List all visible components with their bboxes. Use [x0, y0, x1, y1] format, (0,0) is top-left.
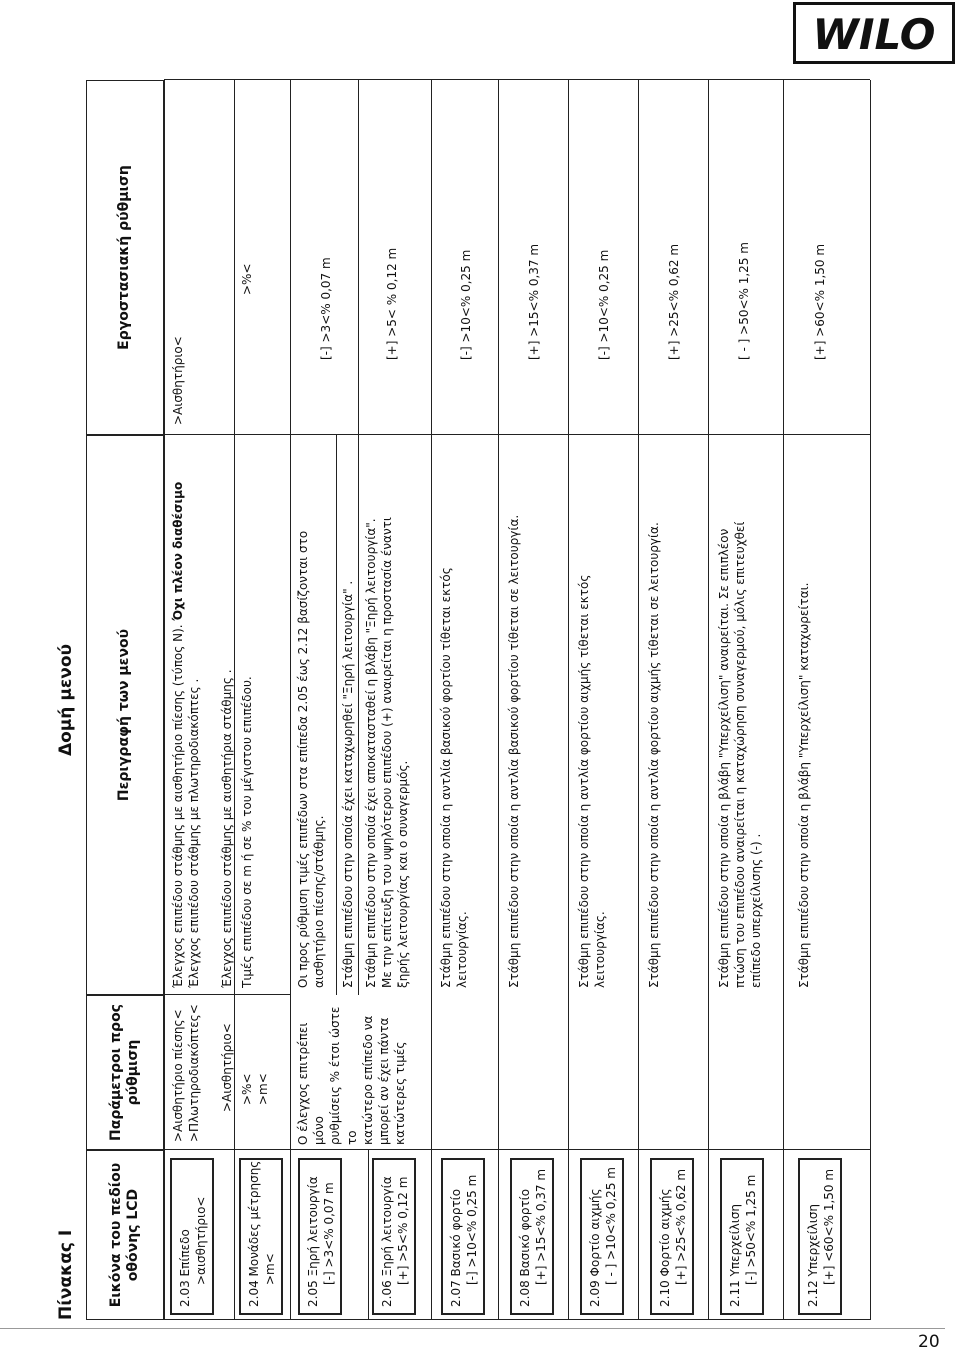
note-line: κατώτερες τιμές	[393, 1041, 408, 1145]
header-lcd: Εικόνα του πεδίου οθόνης LCD	[86, 1150, 164, 1320]
row-divider	[164, 80, 165, 1320]
lcd-display-2-07	[441, 1158, 485, 1315]
lcd-line: 2.06 Ξηρή λειτουργία	[380, 1176, 394, 1307]
lcd-line: 2.10 Φορτίο αιχμής	[658, 1188, 672, 1307]
desc-bold: Όχι πλέον διαθέσιμο	[171, 481, 185, 621]
desc-2-05: Στάθμη επιπέδου στην οποία έχει καταχωρηθεί "Ξηρή λειτουργία" .	[341, 580, 355, 988]
lcd-line: [+] <60<% 1,50 m	[822, 1168, 837, 1285]
desc-2-03	[170, 438, 235, 988]
desc-line: Στάθμη επιπέδου στην οποία η αντλία βασικού φορτίου τίθεται εκτός	[439, 567, 453, 988]
desc-line: πτώση του επιπέδου αναιρείται η καταχώρηση συναγερμού, μόλις επιτευχθεί	[733, 521, 748, 988]
group-note	[295, 995, 408, 1145]
lcd-line: [-] >3<% 0,07 m	[322, 1182, 337, 1285]
lcd-display-2-12	[798, 1158, 842, 1315]
lcd-display-2-03	[170, 1158, 214, 1315]
lcd-line: 2.09 Φορτίο αιχμής	[588, 1188, 602, 1307]
intro-line: Οι προς ρύθμιση τιμές επιπέδων στα επίπεδα 2.05 έως 2.12 βασίζονται στο	[296, 530, 310, 988]
group-intro	[295, 438, 327, 988]
row-divider	[358, 80, 359, 995]
param-line: >%<	[240, 1073, 254, 1105]
note-line: Ο έλεγχος επιτρέπει μόνο	[296, 1022, 327, 1145]
lcd-line: >m<	[263, 1253, 278, 1285]
factory-2-04: >%<	[240, 263, 254, 295]
row-divider	[498, 80, 499, 1320]
header-desc: Περιγραφή των μενού	[86, 435, 164, 995]
table-border-bottom	[870, 80, 871, 1320]
desc-2-11	[716, 438, 765, 988]
desc-line: λειτουργίας.	[455, 911, 470, 988]
lcd-line: [+] >5<% 0,12 m	[396, 1176, 411, 1285]
factory-2-07: [-] >10<% 0,25 m	[459, 249, 473, 360]
wilo-logo	[793, 2, 955, 64]
lcd-line: [+] >15<% 0,37 m	[534, 1168, 549, 1285]
lcd-display-2-05	[298, 1158, 342, 1315]
lcd-display-2-06	[372, 1158, 416, 1315]
param-line: >Αισθητήριο πίεσης<	[171, 1009, 185, 1142]
table-border-left	[164, 1319, 870, 1320]
header-params: Παράμετροι προς ρύθμιση	[86, 995, 164, 1150]
desc-line	[170, 438, 186, 988]
wilo-logo-mark	[796, 5, 952, 61]
column-separator-params	[164, 1149, 290, 1150]
params-2-03	[170, 997, 235, 1142]
table-label: Πίνακας Ι	[56, 1229, 76, 1320]
param-line	[202, 997, 218, 1142]
desc-line: επίπεδο υπερχείλισης (-) .	[749, 833, 764, 988]
lcd-line: 2.03 Επίπεδο	[178, 1229, 192, 1307]
table-title: Δομή μενού	[56, 643, 76, 757]
row-divider	[336, 435, 337, 995]
column-separator-factory	[164, 434, 870, 435]
logo-text: WILO	[812, 10, 936, 59]
row-divider	[290, 80, 291, 1320]
lcd-display-2-08	[510, 1158, 554, 1315]
desc-line: λειτουργίας.	[593, 911, 608, 988]
desc-line: Στάθμη επιπέδου στην οποία έχει αποκατασταθεί η βλάβη "Ξηρή λειτουργία".	[364, 518, 378, 988]
factory-2-11: [ - ] >50<% 1,25 m	[737, 242, 751, 360]
desc-2-06	[363, 438, 412, 988]
page-number: 20	[918, 1332, 940, 1352]
desc-line: Στάθμη επιπέδου στην οποία η βλάβη "Υπερχείλιση" αναιρείται. Σε επιπλέον	[717, 528, 731, 988]
header-factory: Εργοστασιακή ρύθμιση	[86, 80, 164, 435]
desc-2-12: Στάθμη επιπέδου στην οποία η βλάβη "Υπερχείλιση" καταχωρείται.	[797, 582, 811, 988]
row-divider	[368, 1150, 369, 1320]
lcd-display-2-09	[580, 1158, 624, 1315]
param-line: >m<	[256, 1073, 271, 1105]
factory-2-10: [+] >25<% 0,62 m	[667, 243, 681, 360]
factory-2-06: [+] >5< % 0,12 m	[385, 247, 399, 360]
lcd-line: 2.05 Ξηρή λειτουργία	[306, 1176, 320, 1307]
lcd-line: 2.11 Υπερχείλιση	[728, 1203, 742, 1307]
factory-2-03: >Αισθητήριο<	[171, 336, 185, 425]
desc-line: Με την επίτευξη του υψηλότερου επιπέδου (+) αναιρείται η προστασία έναντι	[380, 517, 395, 988]
desc-2-08: Στάθμη επιπέδου στην οποία η αντλία βασικού φορτίου τίθεται σε λειτουργία.	[507, 514, 521, 988]
lcd-line: >αισθητήριο<	[194, 1196, 209, 1285]
row-divider	[234, 80, 235, 1320]
rotated-page	[46, 80, 906, 1320]
params-2-04	[239, 1005, 271, 1105]
row-divider	[638, 80, 639, 1320]
lcd-line: 2.07 Βασικό φορτίο	[449, 1188, 463, 1307]
factory-2-12: [+] >60<% 1,50 m	[813, 243, 827, 360]
param-line: >Αισθητήριο<	[219, 1023, 234, 1112]
footer-rule	[0, 1328, 945, 1329]
title-bar	[46, 80, 86, 1320]
factory-2-08: [+] >15<% 0,37 m	[527, 243, 541, 360]
lcd-line: [ - ] >10<% 0,25 m	[604, 1167, 619, 1285]
note-line: ρυθμίσεις % έτσι ώστε το	[328, 1006, 359, 1145]
lcd-display-2-04	[239, 1158, 283, 1315]
param-line: >Πλωτηροδιακόπτες<	[187, 1004, 202, 1142]
row-divider	[431, 80, 432, 1320]
lcd-line: 2.12 Υπερχείλιση	[806, 1203, 820, 1307]
desc-line: Έλεγχος επιπέδου στάθμης με πλωτηροδιακόπτες .	[187, 678, 202, 988]
factory-2-05: [-] >3<% 0,07 m	[319, 257, 333, 360]
desc-2-10: Στάθμη επιπέδου στην οποία η αντλία φορτίου αιχμής τίθεται σε λειτουργία.	[647, 522, 661, 988]
menu-structure-table	[86, 80, 886, 1320]
row-divider	[708, 80, 709, 1320]
lcd-line: [+] >25<% 0,62 m	[674, 1168, 689, 1285]
desc-2-07	[438, 438, 470, 988]
lcd-line: [-] >50<% 1,25 m	[744, 1174, 759, 1285]
desc-line: Στάθμη επιπέδου στην οποία η αντλία φορτίου αιχμής τίθεται εκτός	[577, 574, 591, 988]
lcd-display-2-10	[650, 1158, 694, 1315]
note-line: μπορεί αν έχει πάντα	[376, 1017, 391, 1145]
table-border-right	[164, 79, 870, 80]
note-line: κατώτερο επίπεδο να	[360, 1015, 375, 1145]
row-divider	[783, 80, 784, 1320]
lcd-line: 2.04 Μονάδες μέτρησης	[247, 1160, 261, 1307]
desc-line: Έλεγχος επιπέδου στάθμης με αισθητήρια στάθμης .	[219, 669, 234, 988]
intro-line: αισθητήριο πίεσης/στάθμης.	[312, 815, 327, 988]
desc-2-04: Τιμές επιπέδου σε m ή σε % του μέγιστου επιπέδου.	[240, 676, 254, 988]
lcd-line: 2.08 Βασικό φορτίο	[518, 1188, 532, 1307]
column-separator-desc	[164, 994, 290, 995]
factory-2-09: [-] >10<% 0,25 m	[597, 249, 611, 360]
lcd-line: [-] >10<% 0,25 m	[465, 1174, 480, 1285]
row-divider	[568, 80, 569, 1320]
lcd-display-2-11	[720, 1158, 764, 1315]
desc-line	[202, 438, 218, 988]
desc-2-09	[576, 438, 608, 988]
desc-line: ξηρής λειτουργίας και ο συναγερμός.	[396, 760, 411, 988]
desc-text: Έλεγχος επιπέδου στάθμης με αισθητήριο πίεσης (τύπος Ν).	[171, 624, 185, 988]
